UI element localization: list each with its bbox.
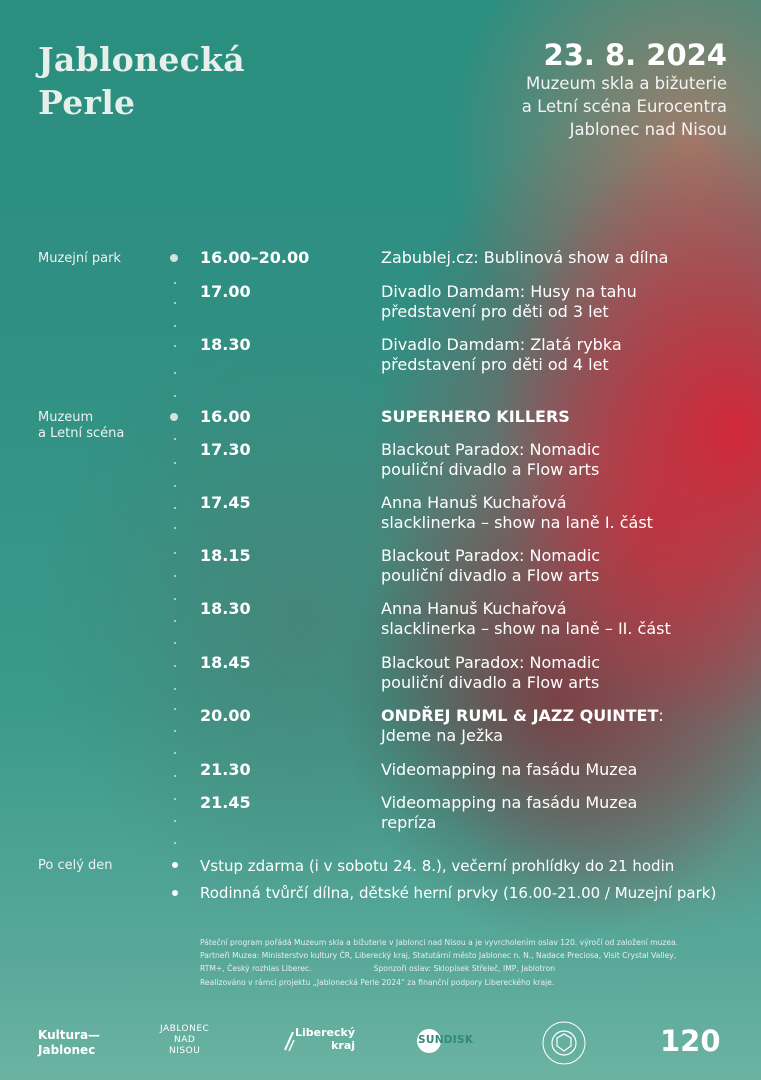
venue-line-3: Jablonec nad Nisou xyxy=(569,120,727,139)
event-title: Divadlo Damdam: Zlatá rybka xyxy=(381,335,622,354)
event-subtitle: pouliční divadlo a Flow arts xyxy=(381,460,600,479)
event-time: 18.30 xyxy=(200,335,251,354)
timeline-dot xyxy=(170,413,178,421)
kultura-jablonec-logo xyxy=(38,1028,100,1058)
event-subtitle: slacklinerka – show na laně – II. část xyxy=(381,619,671,638)
chamber-seal-logo xyxy=(541,1020,587,1070)
partner-logos xyxy=(0,1018,761,1068)
event-time: 20.00 xyxy=(200,706,251,725)
logo-text: Kultura— xyxy=(38,1028,101,1042)
timeline-micro-dot xyxy=(174,462,176,464)
event-time: 17.30 xyxy=(200,440,251,459)
timeline-micro-dot xyxy=(174,842,176,844)
timeline-micro-dot xyxy=(174,820,176,822)
logo-line-2: Perle xyxy=(38,83,136,122)
event-date: 23. 8. 2024 xyxy=(543,38,727,72)
all-day-item: Rodinná tvůrčí dílna, dětské herní prvky (16.00-21.00 / Muzejní park) xyxy=(200,884,717,902)
footnote-line: Realizováno v rámci projektu „Jablonecká Perle 2024“ za finanční podpory Libereckého kraje. xyxy=(200,977,555,987)
section-label-muzeum: Muzeum xyxy=(38,410,94,425)
footnote-line: Partneři Muzea: Ministerstvo kultury ČR, Liberecký kraj, Statutární město Jablonec n. N., Nadace Preciosa, Visit Crystal Valley, xyxy=(200,951,677,961)
event-time: 17.45 xyxy=(200,493,251,512)
timeline-micro-dot xyxy=(174,708,176,710)
anniversary-logo xyxy=(660,1024,721,1058)
event-title: Anna Hanuš Kuchařová xyxy=(381,493,567,512)
timeline-micro-dot xyxy=(174,598,176,600)
logo-text: Liberecký xyxy=(295,1026,356,1039)
event-time: 17.00 xyxy=(200,282,251,301)
section-label-muzejni-park: Muzejní park xyxy=(38,251,121,266)
logo-text: Jablonec xyxy=(38,1043,96,1057)
event-time: 18.30 xyxy=(200,599,251,618)
event-title: Blackout Paradox: Nomadic xyxy=(381,653,601,672)
timeline-micro-dot xyxy=(174,620,176,622)
timeline-micro-dot xyxy=(174,552,176,554)
footnote-line xyxy=(200,962,730,975)
timeline-micro-dot xyxy=(174,302,176,304)
timeline-micro-dot xyxy=(174,282,176,284)
timeline-micro-dot xyxy=(174,798,176,800)
jablonec-nad-nisou-logo xyxy=(160,1024,209,1057)
timeline-micro-dot xyxy=(174,730,176,732)
timeline-micro-dot xyxy=(174,438,176,440)
event-subtitle: představení pro děti od 4 let xyxy=(381,355,609,374)
event-time: 21.45 xyxy=(200,793,251,812)
event-subtitle: slacklinerka – show na laně I. část xyxy=(381,513,653,532)
event-time: 16.00 xyxy=(200,407,251,426)
timeline-dot xyxy=(170,254,178,262)
timeline-micro-dot xyxy=(174,395,176,397)
logo-text: JABLONEC xyxy=(160,1024,210,1034)
anniversary-number: 120 xyxy=(660,1024,721,1058)
event-subtitle: pouliční divadlo a Flow arts xyxy=(381,566,600,585)
timeline-micro-dot xyxy=(174,752,176,754)
event-subtitle: pouliční divadlo a Flow arts xyxy=(381,673,600,692)
venue-line-2: a Letní scéna Eurocentra xyxy=(521,97,727,116)
headliner-colon: : xyxy=(658,706,664,725)
logo-text: NAD xyxy=(173,1035,196,1045)
footnote-partners-end: RTM+, Český rozhlas Liberec. xyxy=(200,964,312,974)
logo-text: NISOU xyxy=(169,1046,201,1056)
footnote-line: Páteční program pořádá Muzeum skla a bižuterie v Jablonci nad Nisou a je vyvrcholením oslav 120. výročí od založení muzea. xyxy=(200,938,679,947)
section-label-letni-scena: a Letní scéna xyxy=(38,426,125,441)
headliner-name: ONDŘEJ RUML & JAZZ QUINTET xyxy=(381,706,659,725)
timeline-micro-dot xyxy=(174,688,176,690)
timeline-micro-dot xyxy=(174,665,176,667)
event-title: Blackout Paradox: Nomadic xyxy=(381,440,601,459)
event-info xyxy=(522,38,727,141)
bullet xyxy=(172,862,178,868)
timeline-micro-dot xyxy=(174,325,176,327)
timeline-micro-dot xyxy=(174,527,176,529)
liberecky-kraj-logo xyxy=(285,1026,355,1052)
timeline-micro-dot xyxy=(174,507,176,509)
event-time: 18.15 xyxy=(200,546,251,565)
timeline-micro-dot xyxy=(174,345,176,347)
event-title: Blackout Paradox: Nomadic xyxy=(381,546,601,565)
sundisk-logo xyxy=(416,1028,480,1058)
bullet xyxy=(172,890,178,896)
event-time: 16.00–20.00 xyxy=(200,248,310,267)
timeline-micro-dot xyxy=(174,775,176,777)
all-day-item: Vstup zdarma (i v sobotu 24. 8.), večerní prohlídky do 21 hodin xyxy=(200,857,675,875)
event-title: Videomapping na fasádu Muzea xyxy=(381,760,638,779)
timeline-micro-dot xyxy=(174,485,176,487)
chamber-seal-icon xyxy=(541,1020,587,1066)
timeline-micro-dot xyxy=(174,642,176,644)
logo-text: SUNDISK xyxy=(418,1034,474,1046)
logo-text: kraj xyxy=(331,1039,356,1052)
event-time: 21.30 xyxy=(200,760,251,779)
timeline-micro-dot xyxy=(174,575,176,577)
event-subtitle: představení pro děti od 3 let xyxy=(381,302,609,321)
event-logo-title xyxy=(38,38,245,124)
footnote xyxy=(200,936,730,989)
logo-line-1: Jablonecká xyxy=(38,40,245,79)
event-title xyxy=(381,706,664,726)
section-label-po-cely-den: Po celý den xyxy=(38,858,113,873)
event-time: 18.45 xyxy=(200,653,251,672)
liberecky-kraj-icon xyxy=(283,1030,295,1052)
event-title: Anna Hanuš Kuchařová xyxy=(381,599,567,618)
footnote-sponsors: Sponzoři oslav: Sklopísek Střeleč, IMP, Jablotron xyxy=(373,964,556,974)
venue-line-1: Muzeum skla a bižuterie xyxy=(525,74,727,93)
event-subtitle: Jdeme na Ježka xyxy=(381,726,504,745)
event-title: Videomapping na fasádu Muzea xyxy=(381,793,638,812)
event-title: Divadlo Damdam: Husy na tahu xyxy=(381,282,637,301)
event-title: Zabublej.cz: Bublinová show a dílna xyxy=(381,248,669,267)
event-title-headliner: SUPERHERO KILLERS xyxy=(381,407,570,426)
timeline-micro-dot xyxy=(174,372,176,374)
event-subtitle: repríza xyxy=(381,813,437,832)
